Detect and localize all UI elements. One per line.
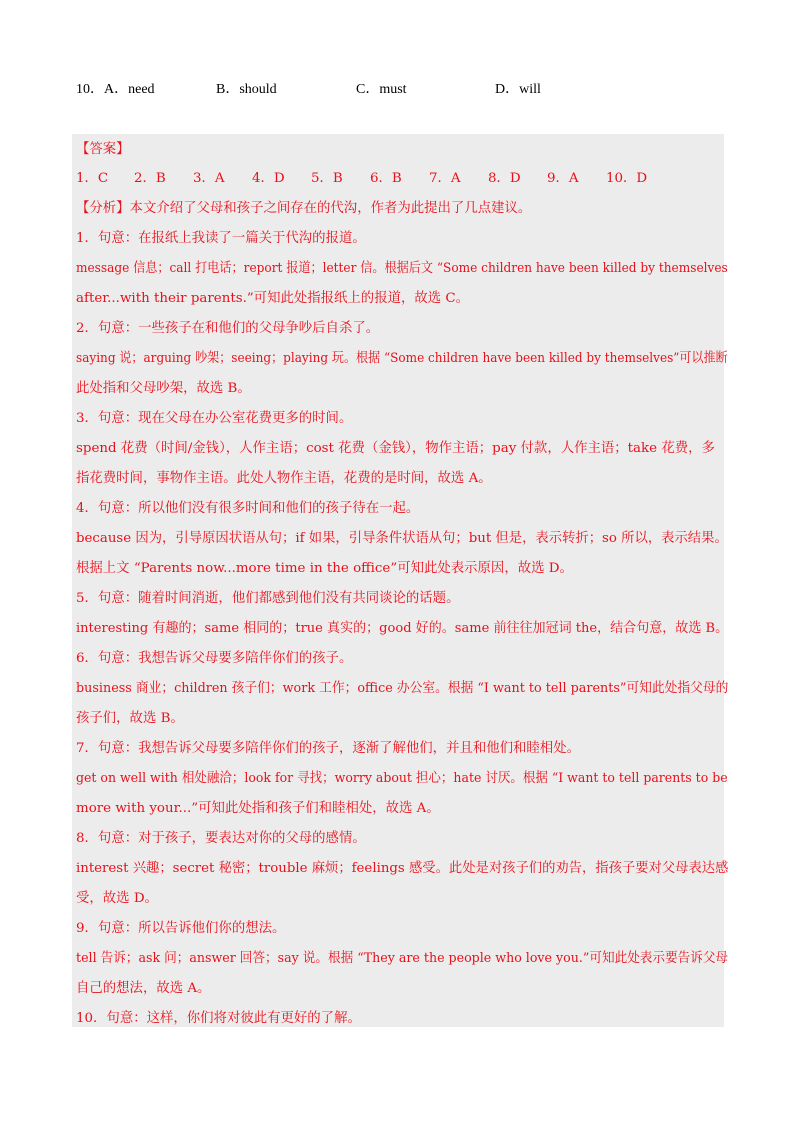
analysis-line: 自己的想法，故选 A。 <box>76 981 211 996</box>
answer-item: 3．A <box>193 171 225 186</box>
analysis-line: 2．句意：一些孩子在和他们的父母争吵后自杀了。 <box>76 321 380 336</box>
analysis-line: 5．句意：随着时间消逝，他们都感到他们没有共同谈论的话题。 <box>76 591 460 606</box>
answer-heading: 【答案】 <box>76 142 130 157</box>
analysis-line: after...with their parents.”可知此处指报纸上的报道，故选 C。 <box>76 291 470 306</box>
analysis-line: interest 兴趣；secret 秘密；trouble 麻烦；feelings 感受。此处是对孩子们的劝告，指孩子要对父母表达感 <box>76 861 729 876</box>
answer-item: 1．C <box>76 171 109 186</box>
answer-item: 10．D <box>606 171 648 186</box>
answer-item: 7．A <box>429 171 461 186</box>
question-option-d: D．will <box>495 82 541 97</box>
analysis-line: 9．句意：所以告诉他们你的想法。 <box>76 921 286 936</box>
analysis-line: 6．句意：我想告诉父母要多陪伴你们的孩子。 <box>76 651 353 666</box>
question-option-b: B．should <box>216 82 277 97</box>
analysis-line: interesting 有趣的；same 相同的；true 真实的；good 好的。same 前往往加冠词 the，结合句意，故选 B。 <box>76 621 729 636</box>
analysis-line: 【分析】本文介绍了父母和孩子之间存在的代沟，作者为此提出了几点建议。 <box>76 201 532 216</box>
answer-item: 8．D <box>488 171 521 186</box>
answer-item: 5．B <box>311 171 343 186</box>
analysis-line: 指花费时间，事物作主语。此处人物作主语，花费的是时间，故选 A。 <box>76 471 492 486</box>
answer-item: 9．A <box>547 171 579 186</box>
analysis-line: business 商业；children 孩子们；work 工作；office 办公室。根据 “I want to tell parents”可知此处指父母的 <box>76 681 729 696</box>
analysis-line: more with your...”可知此处指和孩子们和睦相处，故选 A。 <box>76 801 440 816</box>
answer-item: 6．B <box>370 171 402 186</box>
answer-item: 4．D <box>252 171 285 186</box>
analysis-line: 根据上文 “Parents now...more time in the office”可知此处表示原因，故选 D。 <box>76 561 573 576</box>
analysis-line: saying 说；arguing 吵架；seeing；playing 玩。根据 “Some children have been killed by themselves”可以推断 <box>76 351 728 366</box>
analysis-line: 8．句意：对于孩子，要表达对你的父母的感情。 <box>76 831 366 846</box>
analysis-line: 10．句意：这样，你们将对彼此有更好的了解。 <box>76 1011 361 1026</box>
answer-item: 2．B <box>134 171 166 186</box>
analysis-line: 受，故选 D。 <box>76 891 158 906</box>
analysis-line: 此处指和父母吵架，故选 B。 <box>76 381 251 396</box>
question-number: 10． <box>76 82 104 97</box>
question-option-c: C．must <box>356 82 407 97</box>
analysis-line: get on well with 相处融洽；look for 寻找；worry about 担心；hate 讨厌。根据 “I want to tell parents to be <box>76 771 728 786</box>
analysis-line: because 因为，引导原因状语从句；if 如果，引导条件状语从句；but 但是，表示转折；so 所以，表示结果。 <box>76 531 728 546</box>
analysis-line: 7．句意：我想告诉父母要多陪伴你们的孩子，逐渐了解他们，并且和他们和睦相处。 <box>76 741 580 756</box>
analysis-line: message 信息；call 打电话；report 报道；letter 信。根据后文 “Some children have been killed by themselves <box>76 261 728 276</box>
analysis-line: tell 告诉；ask 问；answer 回答；say 说。根据 “They are the people who love you.”可知此处表示要告诉父母 <box>76 951 729 966</box>
analysis-line: 1．句意：在报纸上我读了一篇关于代沟的报道。 <box>76 231 366 246</box>
question-option-a <box>76 78 155 98</box>
analysis-line: 3．句意：现在父母在办公室花费更多的时间。 <box>76 411 353 426</box>
analysis-line: 4．句意：所以他们没有很多时间和他们的孩子待在一起。 <box>76 501 420 516</box>
analysis-line: spend 花费（时间/金钱），人作主语；cost 花费（金钱），物作主语；pay 付款，人作主语；take 花费，多 <box>76 441 715 456</box>
analysis-line: 孩子们，故选 B。 <box>76 711 184 726</box>
option-a-text: A．need <box>104 82 155 97</box>
